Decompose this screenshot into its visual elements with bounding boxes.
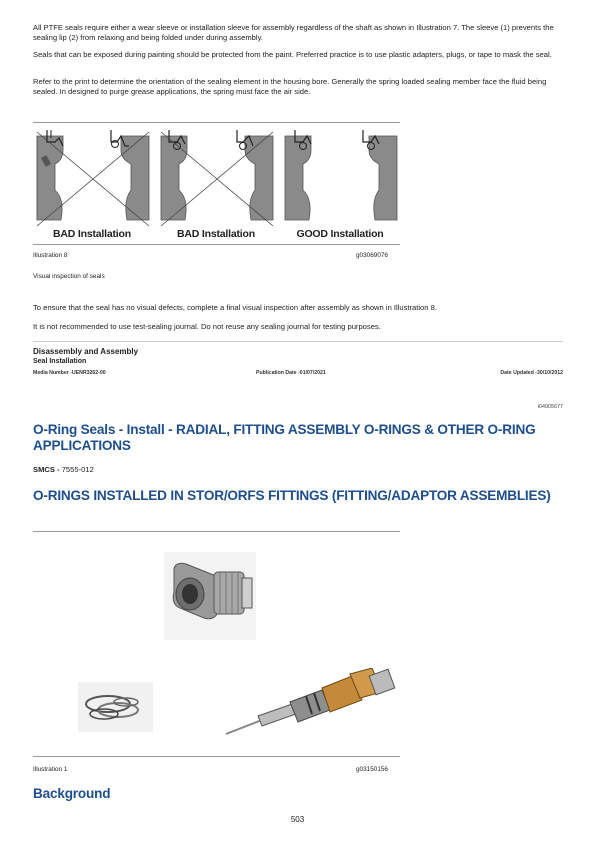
illustration-1-bottom-rule	[33, 756, 400, 757]
o-rings-photo	[78, 682, 153, 732]
smcs-label: SMCS -	[33, 465, 60, 474]
paragraph-orientation: Refer to the print to determine the orientation of the sealing element in the housing bore. Generally the spring loaded sealing member face the fluid being sealed. In designed to purge grease applications, the spring must face the air side.	[33, 77, 547, 96]
illustration-8-code: g03069076	[356, 252, 388, 259]
seal-panel-bad-2	[157, 128, 275, 240]
illustration-1-label: Illustration 1	[33, 766, 68, 773]
illustration-1-top-rule	[33, 531, 400, 532]
section-title: Disassembly and Assembly	[33, 347, 139, 356]
seal-diagram-good	[281, 128, 399, 228]
seal-diagram-bad-1	[33, 128, 151, 228]
paragraph-test-journal: It is not recommended to use test-sealing journal. Do not reuse any sealing journal for testing purposes.	[33, 322, 381, 331]
seal-diagram-bad-2	[157, 128, 275, 228]
paragraph-visual-inspection: To ensure that the seal has no visual defects, complete a final visual inspection after assembly as shown in Illustration 8.	[33, 303, 437, 312]
panel-label-good: GOOD Installation	[296, 228, 384, 240]
elbow-fitting-photo	[164, 552, 256, 640]
article-title: O-Ring Seals - Install - RADIAL, FITTING ASSEMBLY O-RINGS & OTHER O-RING APPLICATIONS	[33, 422, 536, 453]
illustration-8-caption: Visual inspection of seals	[33, 273, 105, 280]
illustration-8-top-rule	[33, 122, 400, 123]
section-subtitle: Seal Installation	[33, 358, 87, 365]
seal-panel-bad-1	[33, 128, 151, 240]
media-number: Media Number -UENR3262-00	[33, 370, 106, 376]
fuel-injector-photo	[222, 668, 400, 740]
section-divider	[33, 341, 563, 342]
illustration-8-label: Illustration 8	[33, 252, 68, 259]
fuel-injector-image	[222, 668, 400, 740]
o-rings-image	[78, 682, 153, 732]
elbow-fitting-image	[164, 552, 256, 640]
smcs-code: 7555-012	[61, 465, 94, 474]
illustration-8-bottom-rule	[33, 244, 400, 245]
panel-label-bad-1: BAD Installation	[53, 228, 131, 240]
illustration-8-image	[33, 128, 400, 240]
document-id: i04905677	[537, 404, 563, 410]
illustration-1-code: g03150156	[356, 766, 388, 773]
date-updated: Date Updated -30/10/2012	[500, 370, 563, 376]
paragraph-ptfe-seals: All PTFE seals require either a wear sleeve or installation sleeve for assembly regardless of the shaft as shown in Illustration 7. The sleeve (1) prevents the sealing lip (2) from relaxing and being folded under during assembly.	[33, 23, 554, 42]
publication-date: Publication Date -01/07/2021	[256, 370, 326, 376]
article-subheading: O-RINGS INSTALLED IN STOR/ORFS FITTINGS (FITTING/ADAPTOR ASSEMBLIES)	[33, 488, 551, 503]
background-heading: Background	[33, 786, 111, 801]
panel-label-bad-2: BAD Installation	[177, 228, 255, 240]
seal-panel-good	[281, 128, 399, 240]
smcs-line	[33, 465, 94, 474]
page-number: 503	[290, 815, 305, 824]
paragraph-painting: Seals that can be exposed during painting should be protected from the paint. Preferred practice is to use plastic adapters, plugs, or tape to mask the seal.	[33, 50, 552, 59]
